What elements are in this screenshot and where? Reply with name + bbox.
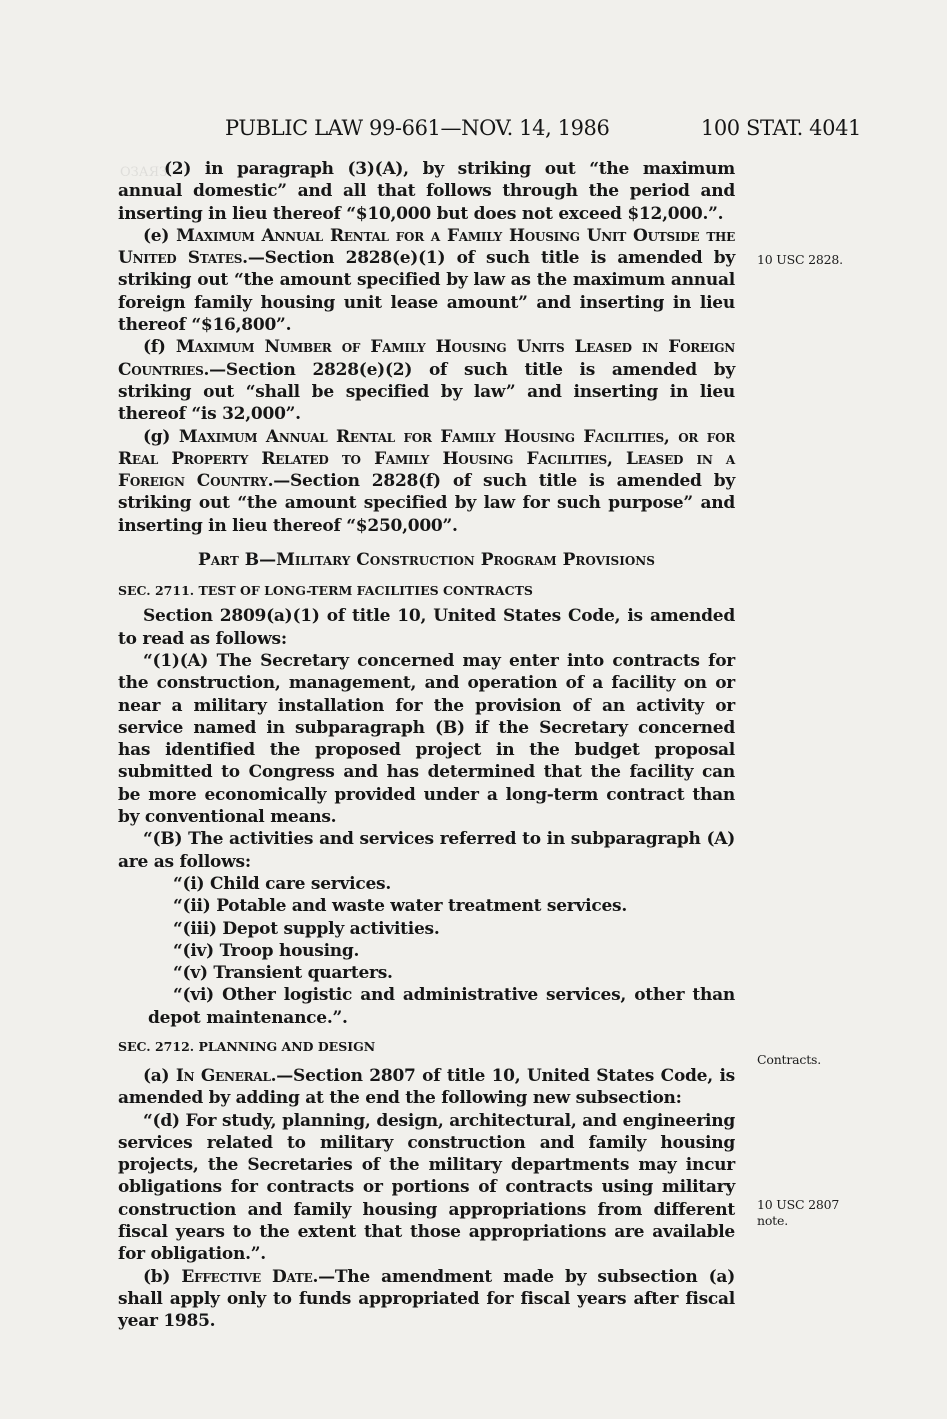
bleed-through: ОЗАЯЗ	[120, 165, 168, 180]
small-caps-heading: Maximum Annual Rental for Family Housing Facilities, or for Real Property Related to Family Housing Facilities, Leased in a Foreign Country.	[118, 426, 735, 492]
paragraph-g-text: (g) Maximum Annual Rental for Family Housing Facilities, or for Real Property Related to Family Housing Facilities, Leased in a Foreign Country.—Section 2828(f) of such title is amended by striking out “the amount specified by law for such purpose” and inserting in lieu thereof “$250,000”.	[118, 426, 736, 536]
page-header	[225, 116, 861, 148]
list-item-v: “(v) Transient quarters.	[173, 963, 393, 984]
paragraph-f	[118, 336, 735, 425]
margin-note-contracts: Contracts.	[757, 1052, 822, 1067]
sec-2711-heading: SEC. 2711. TEST OF LONG-TERM FACILITIES CONTRACTS	[118, 583, 533, 599]
list-item-i: “(i) Child care services.	[173, 873, 391, 894]
small-caps-heading: Maximum Number of Family Housing Units Leased in Foreign Countries.	[118, 337, 735, 380]
part-b-heading: Part B—Military Construction Program Provisions	[198, 550, 655, 571]
margin-note-10-usc-2807: 10 USC 2807	[757, 1197, 840, 1212]
list-item-iv: “(iv) Troop housing.	[173, 940, 360, 961]
list-item-vi: “(vi) Other logistic and administrative services, other than depot maintenance.”.	[148, 985, 735, 1028]
sec-2712-heading: SEC. 2712. PLANNING AND DESIGN	[118, 1038, 376, 1054]
list-item-iii: “(iii) Depot supply activities.	[173, 918, 440, 939]
list-item-ii: “(ii) Potable and waste water treatment services.	[173, 896, 628, 917]
sec-2711-paragraph-1b: “(B) The activities and services referred to in subparagraph (A) are as follows:	[118, 829, 735, 872]
public-law-title: PUBLIC LAW 99-661—NOV. 14, 1986	[225, 116, 610, 140]
sec-2712-paragraph-d: “(d) For study, planning, design, architectural, and engineering services related to military construction and family housing projects, the Secretaries of the military departments may incur obligations for contracts or portions of contracts using military construction and family housing appropriations from different fiscal years to the extent that those appropriations are available for obligation.”.	[118, 1110, 735, 1265]
paragraph-g	[118, 426, 735, 537]
sec-2711-paragraph-1a: “(1)(A) The Secretary concerned may enter into contracts for the construction, management, and operation of a facility on or near a military installation for the provision of an activity or service named in subparagraph (B) if the Secretary concerned has identified the proposed project in the budget proposal submitted to Congress and has determined that the facility can be more economically provided under a long-term contract than by conventional means.	[118, 650, 735, 828]
small-caps-heading: In General.	[175, 1065, 277, 1086]
paragraph-e	[118, 225, 735, 336]
small-caps-heading: Maximum Annual Rental for a Family Housing Unit Outside the United States.	[118, 225, 735, 269]
sec-2712-paragraph-b: (b) Effective Date.—The amendment made by subsection (a) shall apply only to funds appropriated for fiscal years after fiscal year 1985.	[118, 1266, 735, 1332]
statute-page-number: 100 STAT. 4041	[700, 116, 861, 140]
small-caps-heading: Effective Date.	[181, 1266, 319, 1287]
document-body	[118, 158, 735, 1333]
sec-2711-intro: Section 2809(a)(1) of title 10, United States Code, is amended to read as follows:	[118, 606, 735, 649]
sec-2712-paragraph-a: (a) In General.—Section 2807 of title 10, United States Code, is amended by adding at the end the following new subsection:	[118, 1065, 735, 1109]
margin-note-note: note.	[757, 1213, 788, 1228]
margin-note-10-usc-2828: 10 USC 2828.	[757, 252, 843, 267]
paragraph-e-text: (e) Maximum Annual Rental for a Family Housing Unit Outside the United States.—Section 2828(e)(1) of such title is amended by striking out “the amount specified by law as the maximum annual foreign family housing unit lease amount” and inserting in lieu thereof “$16,800”.	[118, 225, 735, 336]
paragraph-2: (2) in paragraph (3)(A), by striking out “the maximum annual domestic” and all that follows through the period and inserting in lieu thereof “$10,000 but does not exceed $12,000.”.	[118, 159, 735, 224]
paragraph-f-text: (f) Maximum Number of Family Housing Units Leased in Foreign Countries.—Section 2828(e)(2) of such title is amended by striking out “shall be specified by law” and inserting in lieu thereof “is 32,000”.	[118, 337, 735, 425]
